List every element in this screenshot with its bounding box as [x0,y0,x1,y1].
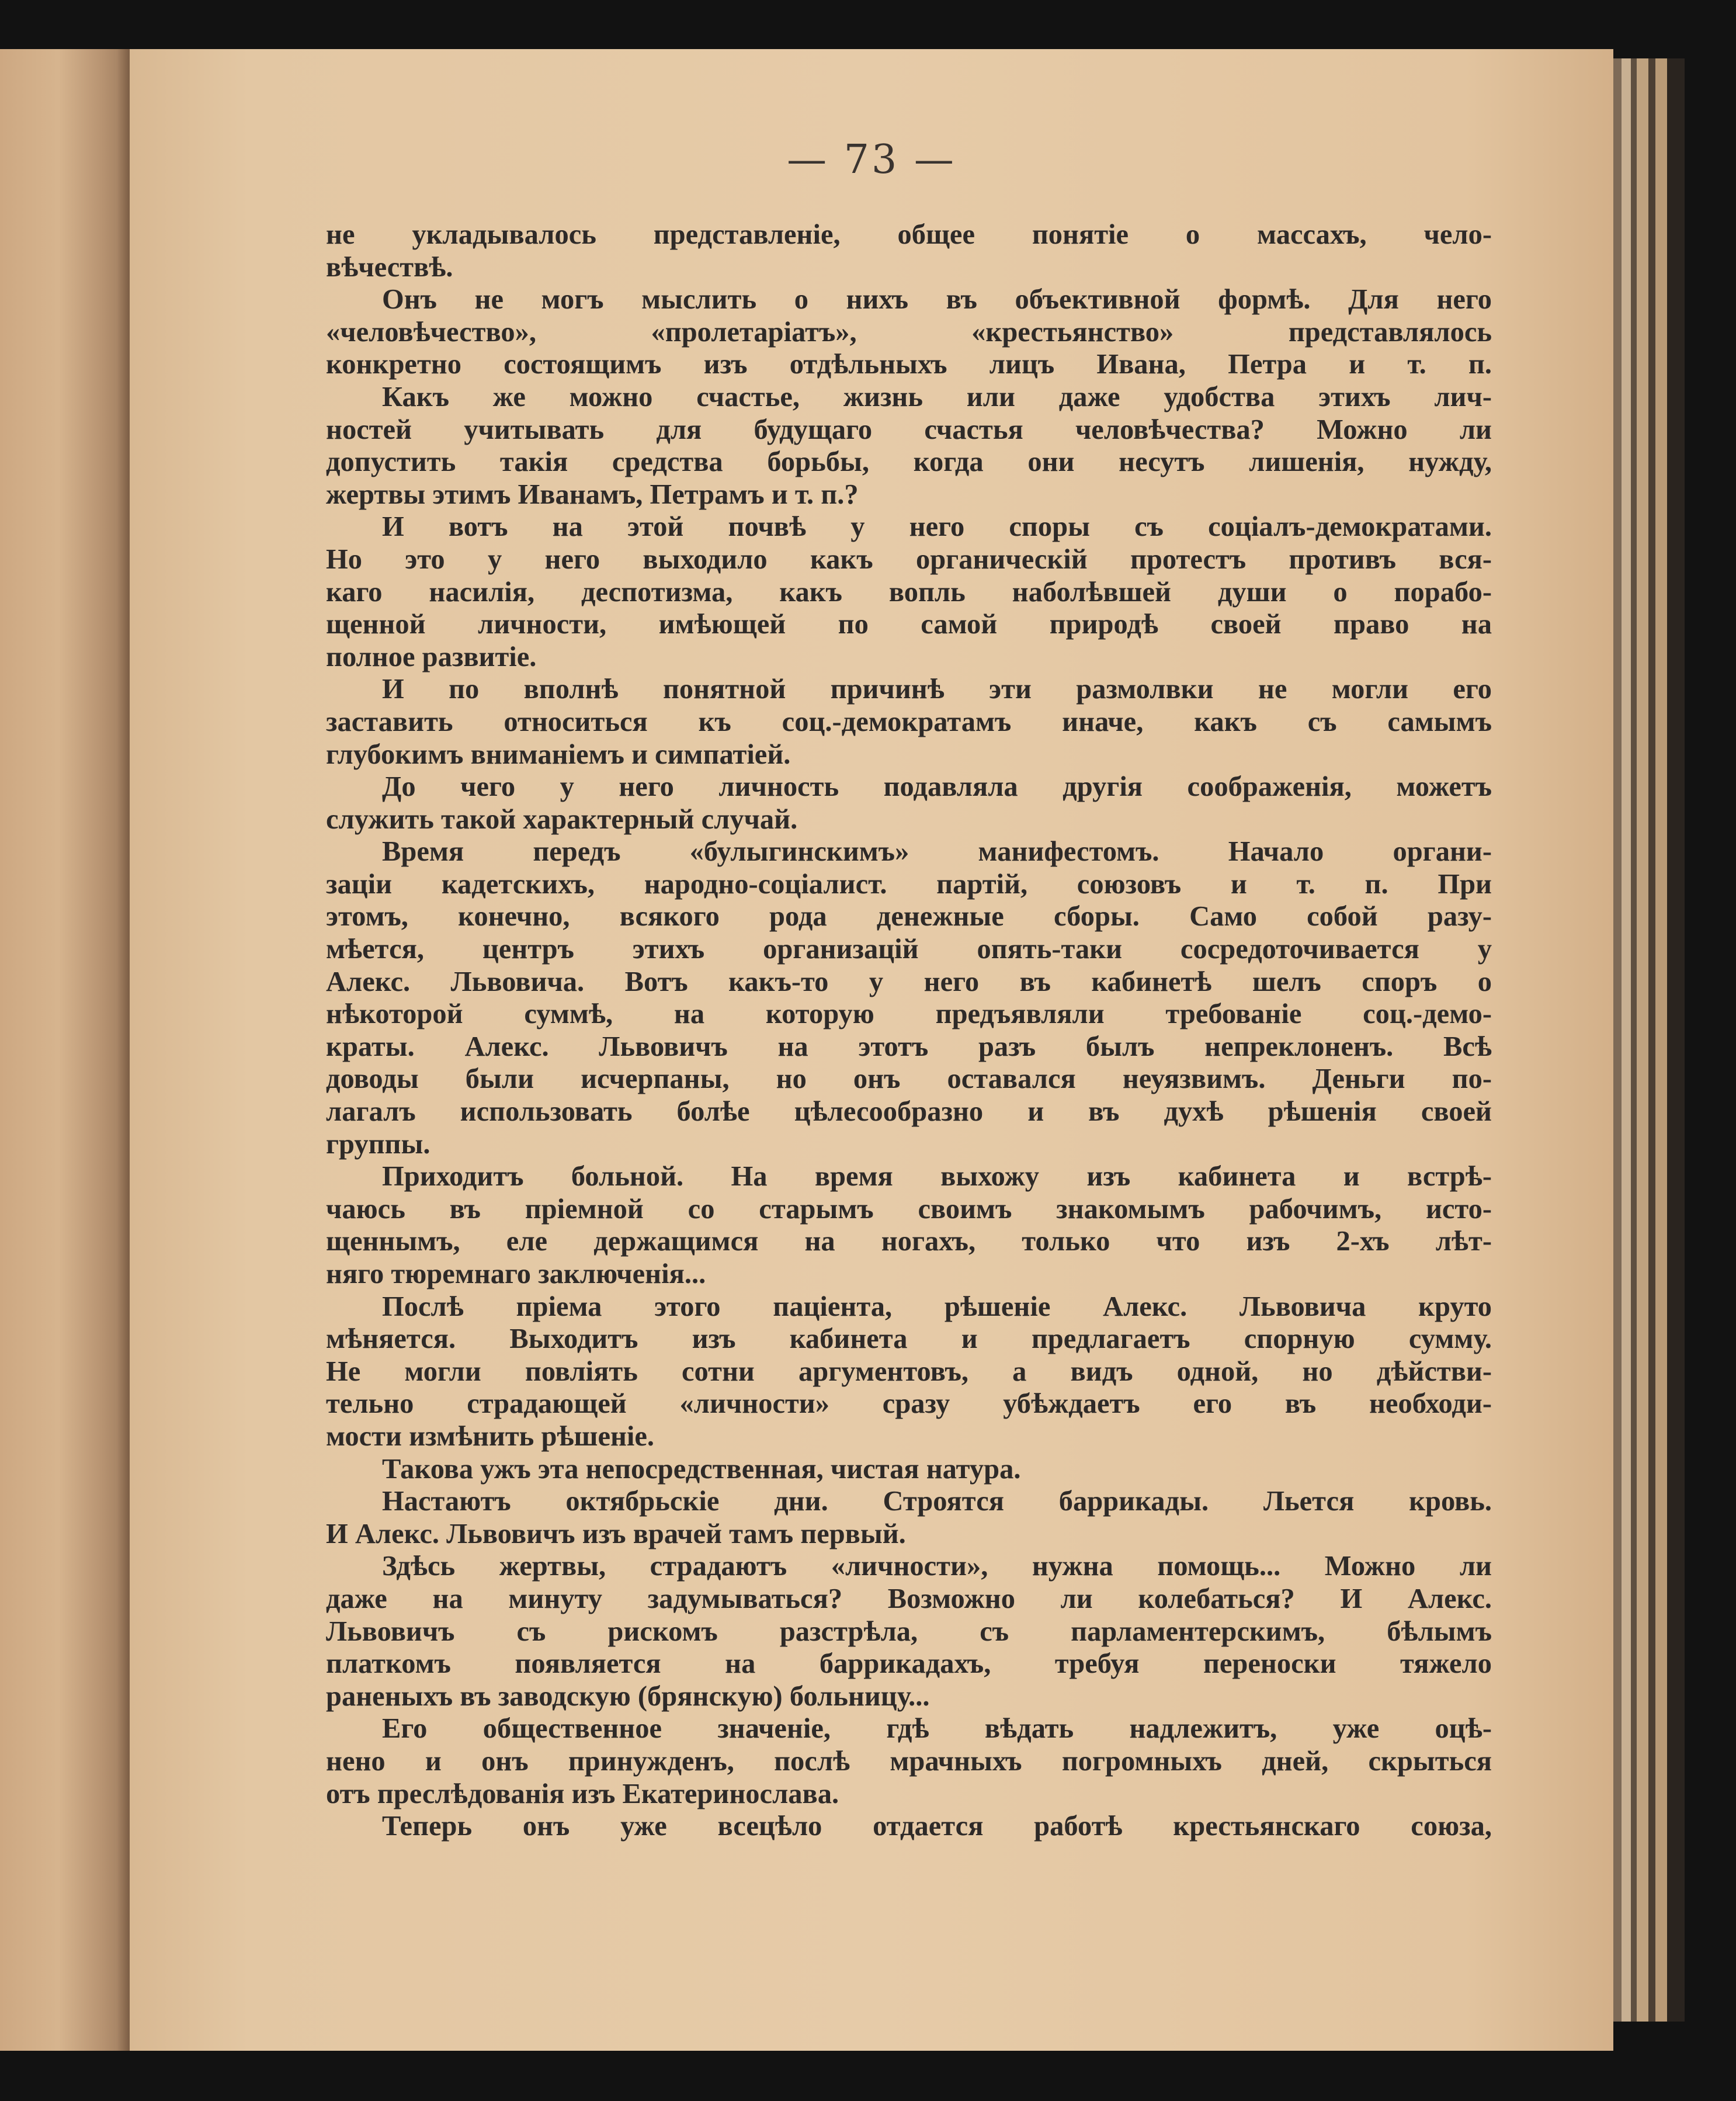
text-line: вѣчествѣ. [326,251,453,283]
text-line: Время передъ «булыгинскимъ» манифестомъ. Начало органи- [382,836,1492,868]
text-line: «человѣчество», «пролетаріатъ», «крестьянство» представлялось [326,316,1492,348]
text-line: чаюсь въ пріемной со старымъ своимъ знакомымъ рабочимъ, исто- [326,1193,1492,1225]
page-edge [1613,58,1622,2022]
text-line: Не могли повліять сотни аргументовъ, а видъ одной, но дѣйстви- [326,1355,1492,1387]
text-line: отъ преслѣдованія изъ Екатеринослава. [326,1778,839,1809]
text-line: Настаютъ октябрьскіе дни. Строятся баррикады. Льется кровь. [382,1486,1492,1517]
text-line: щеннымъ, еле держащимся на ногахъ, только что изъ 2-хъ лѣт- [326,1226,1492,1257]
text-line: глубокимъ вниманіемъ и симпатіей. [326,739,791,770]
page-edge [1655,58,1667,2022]
text-line: нѣкоторой суммѣ, на которую предъявляли требованіе соц.-демо- [326,999,1492,1030]
text-line: няго тюремнаго заключенія... [326,1258,706,1289]
text-line: допустить такія средства борьбы, когда они несутъ лишенія, нужду, [326,446,1492,478]
text-line: Алекс. Львовича. Вотъ какъ-то у него въ кабинетѣ шелъ споръ о [326,966,1492,997]
text-line: не укладывалось представленіе, общее понятіе о массахъ, чело- [326,219,1492,250]
text-line: заставить относиться къ соц.-демократамъ иначе, какъ съ самымъ [326,706,1492,737]
text-line: нено и онъ принужденъ, послѣ мрачныхъ погромныхъ дней, скрыться [326,1745,1492,1777]
text-line: щенной личности, имѣющей по самой природѣ своей право на [326,609,1492,640]
text-line: Теперь онъ уже всецѣло отдается работѣ крестьянскаго союза, [382,1811,1492,1842]
text-line: доводы были исчерпаны, но онъ оставался неуязвимъ. Деньги по- [326,1063,1492,1095]
text-line: Послѣ пріема этого паціента, рѣшеніе Алекс. Львовича круто [382,1291,1492,1322]
book-gutter [0,49,130,2051]
text-line: ностей учитывать для будущаго счастья человѣчества? Можно ли [326,414,1492,445]
text-line: И по вполнѣ понятной причинѣ эти размолвки не могли его [382,674,1492,705]
text-line: До чего у него личность подавляла другія соображенія, можетъ [382,771,1492,803]
body-text [326,219,1492,1843]
text-line: краты. Алекс. Львовичъ на этотъ разъ былъ непреклоненъ. Всѣ [326,1031,1492,1062]
page-edge [1622,58,1631,2022]
text-line: этомъ, конечно, всякого рода денежные сборы. Само собой разу- [326,901,1492,932]
text-line: Онъ не могъ мыслить о нихъ въ объективной формѣ. Для него [382,284,1492,316]
page-edge [1637,58,1648,2022]
text-line: Его общественное значеніе, гдѣ вѣдать надлежитъ, уже оцѣ- [382,1713,1492,1745]
text-line: И Алекс. Львовичъ изъ врачей тамъ первый. [326,1518,906,1549]
text-line: полное развитіе. [326,641,537,672]
text-line: мости измѣнить рѣшеніе. [326,1420,655,1452]
page-edge [1648,58,1655,2022]
text-line: тельно страдающей «личности» сразу убѣждаетъ его въ необходи- [326,1388,1492,1420]
text-line: Здѣсь жертвы, страдаютъ «личности», нужна помощь... Можно ли [382,1551,1492,1582]
text-line: платкомъ появляется на баррикадахъ, требуя переноски тяжело [326,1648,1492,1680]
text-line: Но это у него выходило какъ органическій протестъ противъ вся- [326,543,1492,575]
page-edge [1631,58,1637,2022]
text-line: Какъ же можно счастье, жизнь или даже удобства этихъ лич- [382,381,1492,412]
page-edge [1667,58,1685,2022]
text-line: мѣняется. Выходитъ изъ кабинета и предлагаетъ спорную сумму. [326,1323,1492,1355]
text-line: группы. [326,1128,430,1160]
text-line: Такова ужъ эта непосредственная, чистая натура. [382,1453,1021,1485]
text-line: каго насилія, деспотизма, какъ вопль наболѣвшей души о порабо- [326,576,1492,608]
text-line: служить такой характерный случай. [326,803,798,835]
text-line: Львовичъ съ рискомъ разстрѣла, съ парламентерскимъ, бѣлымъ [326,1615,1492,1647]
text-line: И вотъ на этой почвѣ у него споры съ соціалъ-демократами. [382,511,1492,543]
text-line: заціи кадетскихъ, народно-соціалист. партій, союзовъ и т. п. При [326,868,1492,900]
text-line: лагалъ использовать болѣе цѣлесообразно и въ духѣ рѣшенія своей [326,1096,1492,1128]
page-number: — 73 — [787,137,956,183]
text-line: мѣется, центръ этихъ организацій опять-таки сосредоточивается у [326,934,1492,965]
text-line: жертвы этимъ Иванамъ, Петрамъ и т. п.? [326,479,859,510]
text-line: даже на минуту задумываться? Возможно ли колебаться? И Алекс. [326,1583,1492,1614]
text-line: конкретно состоящимъ изъ отдѣльныхъ лицъ Ивана, Петра и т. п. [326,349,1492,380]
text-line: раненыхъ въ заводскую (брянскую) больницу... [326,1680,930,1712]
text-line: Приходитъ больной. На время выхожу изъ кабинета и встрѣ- [382,1161,1492,1192]
book-page [130,49,1613,2051]
